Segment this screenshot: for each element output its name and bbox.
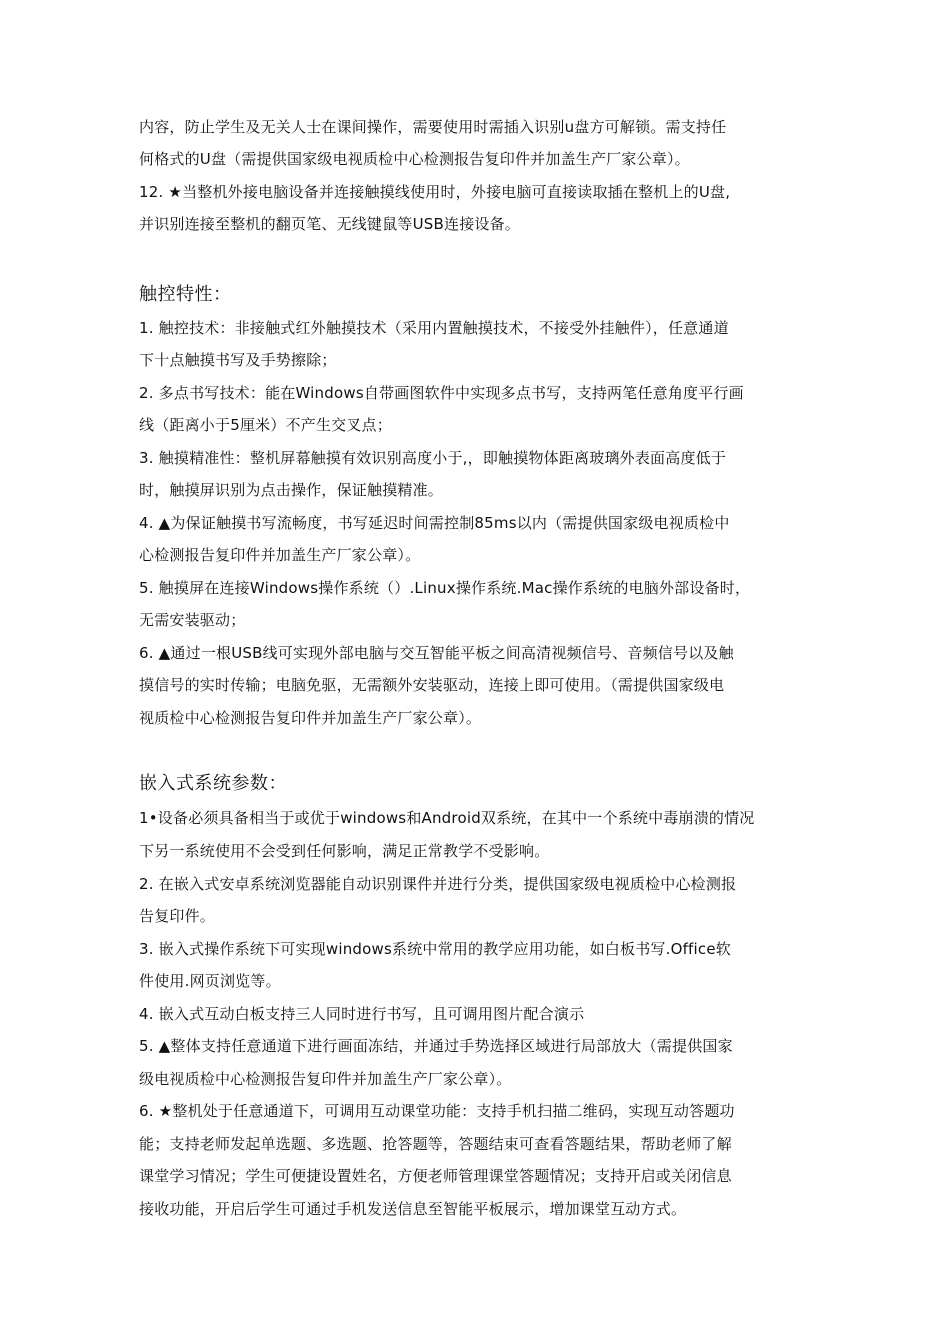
intro-line: 内容，防止学生及无关人士在课间操作，需要使用时需插入识别u盘方可解锁。需支持任 xyxy=(139,118,727,136)
embedded-line: 接收功能，开启后学生可通过手机发送信息至智能平板展示，增加课堂互动方式。 xyxy=(139,1200,687,1218)
section-heading-touch: 触控特性： xyxy=(139,284,232,305)
embedded-line: 能；支持老师发起单选题、多选题、抢答题等，答题结束可查看答题结果，帮助老师了解 xyxy=(139,1135,732,1153)
section-heading-embedded: 嵌入式系统参数： xyxy=(139,773,287,794)
embedded-line: 告复印件。 xyxy=(139,907,216,925)
embedded-line: 1•设备必须具备相当于或优于windows和Android双系统，在其中一个系统中毒崩溃的情况 xyxy=(139,809,755,827)
touch-line: 4. ▲为保证触摸书写流畅度，书写延迟时间需控制85ms以内（需提供国家级电视质检中 xyxy=(139,514,730,532)
touch-line: 下十点触摸书写及手势擦除； xyxy=(139,351,337,369)
touch-line: 3. 触摸精准性：整机屏幕触摸有效识别高度小于,，即触摸物体距离玻璃外表面高度低于 xyxy=(139,449,727,467)
embedded-line: 6. ★整机处于任意通道下，可调用互动课堂功能：支持手机扫描二维码，实现互动答题功 xyxy=(139,1102,735,1120)
touch-line: 2. 多点书写技术：能在Windows自带画图软件中实现多点书写，支持两笔任意角度平行画 xyxy=(139,384,744,402)
touch-line: 6. ▲通过一根USB线可实现外部电脑与交互智能平板之间高清视频信号、音频信号以及触 xyxy=(139,644,734,662)
embedded-line: 下另一系统使用不会受到任何影响，满足正常教学不受影响。 xyxy=(139,842,550,860)
touch-line: 心检测报告复印件并加盖生产厂家公章）。 xyxy=(139,546,421,564)
intro-line: 并识别连接至整机的翻页笔、无线键鼠等USB连接设备。 xyxy=(139,215,520,233)
embedded-line: 5. ▲整体支持任意通道下进行画面冻结，并通过手势选择区域进行局部放大（需提供国家 xyxy=(139,1037,733,1055)
touch-line: 时，触摸屏识别为点击操作，保证触摸精准。 xyxy=(139,481,444,499)
embedded-line: 级电视质检中心检测报告复印件并加盖生产厂家公章）。 xyxy=(139,1070,512,1088)
embedded-line: 3. 嵌入式操作系统下可实现windows系统中常用的教学应用功能，如白板书写.Office软 xyxy=(139,940,731,958)
touch-line: 视质检中心检测报告复印件并加盖生产厂家公章）。 xyxy=(139,709,482,727)
embedded-line: 4. 嵌入式互动白板支持三人同时进行书写，且可调用图片配合演示 xyxy=(139,1005,585,1023)
touch-line: 5. 触摸屏在连接Windows操作系统（）.Linux操作系统.Mac操作系统的电脑外部设备时， xyxy=(139,579,751,597)
touch-line: 线（距离小于5厘米）不产生交叉点； xyxy=(139,416,392,434)
embedded-line: 件使用.网页浏览等。 xyxy=(139,972,281,990)
touch-line: 无需安装驱动； xyxy=(139,611,246,629)
embedded-line: 课堂学习情况；学生可便捷设置姓名，方便老师管理课堂答题情况；支持开启或关闭信息 xyxy=(139,1167,732,1185)
intro-line: 何格式的U盘（需提供国家级电视质检中心检测报告复印件并加盖生产厂家公章）。 xyxy=(139,150,690,168)
embedded-line: 2. 在嵌入式安卓系统浏览器能自动识别课件并进行分类，提供国家级电视质检中心检测报 xyxy=(139,875,737,893)
touch-line: 1. 触控技术：非接触式红外触摸技术（采用内置触摸技术，不接受外挂触件），任意通道 xyxy=(139,319,729,337)
touch-line: 摸信号的实时传输；电脑免驱，无需额外安装驱动，连接上即可使用。（需提供国家级电 xyxy=(139,676,725,694)
intro-line: 12. ★当整机外接电脑设备并连接触摸线使用时，外接电脑可直接读取插在整机上的U盘, xyxy=(139,183,731,201)
